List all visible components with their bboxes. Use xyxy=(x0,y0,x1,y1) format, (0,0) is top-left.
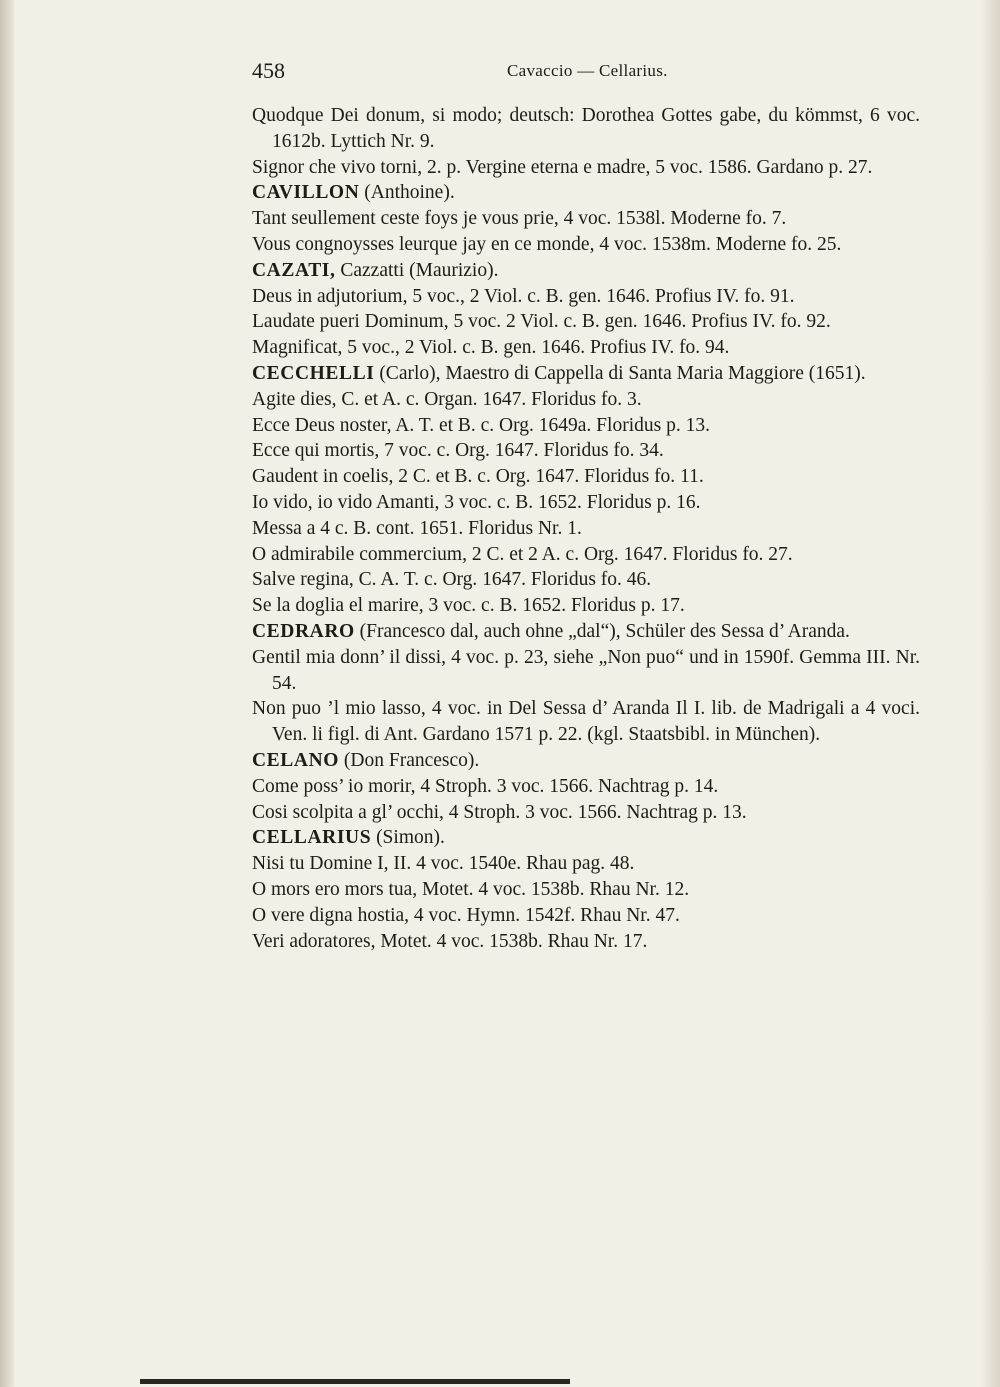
composer-details: (Don Francesco). xyxy=(339,749,480,771)
work-entry: Gentil mia donn’ il dissi, 4 voc. p. 23, siehe „Non puo“ und in 1590f. Gemma III. Nr. 54. xyxy=(252,646,920,694)
work-entry: O mors ero mors tua, Motet. 4 voc. 1538b. Rhau Nr. 12. xyxy=(252,878,690,900)
page-header xyxy=(252,58,920,88)
composer-name: CAVILLON xyxy=(252,182,360,204)
composer-heading xyxy=(252,619,920,645)
composer-heading xyxy=(252,361,920,387)
composer-name: CELANO xyxy=(252,749,340,771)
composer-heading xyxy=(252,180,920,206)
work-entry: Magnificat, 5 voc., 2 Viol. c. B. gen. 1646. Profius IV. fo. 94. xyxy=(252,337,730,359)
composer-details: (Anthoine). xyxy=(359,182,455,204)
work-entry: O admirabile commercium, 2 C. et 2 A. c. Org. 1647. Floridus fo. 27. xyxy=(252,543,793,565)
composer-name: CEDRARO xyxy=(252,620,355,642)
work-entry: Ecce qui mortis, 7 voc. c. Org. 1647. Floridus fo. 34. xyxy=(252,440,664,462)
bottom-rule xyxy=(140,1379,570,1384)
composer-details: (Carlo), Maestro di Cappella di Santa Maria Maggiore (1651). xyxy=(374,362,866,384)
composer-heading xyxy=(252,748,920,774)
page-spine-shadow xyxy=(0,0,14,1387)
work-entry: Se la doglia el marire, 3 voc. c. B. 1652. Floridus p. 17. xyxy=(252,595,685,617)
work-entry: Non puo ’l mio lasso, 4 voc. in Del Sessa d’ Aranda Il I. lib. de Madrigali a 4 voci. Ven. li figl. di Ant. Gardano 1571 p. 22. (kgl. Staatsbibl. in München). xyxy=(252,698,920,746)
work-entry: Come poss’ io morir, 4 Stroph. 3 voc. 1566. Nachtrag p. 14. xyxy=(252,775,719,797)
work-entry: Vous congnoysses leurque jay en ce monde, 4 voc. 1538m. Moderne fo. 25. xyxy=(252,233,842,255)
composer-details: Cazzatti (Maurizio). xyxy=(335,259,499,281)
running-head: Cavaccio — Cellarius. xyxy=(507,61,668,80)
work-entry: Ecce Deus noster, A. T. et B. c. Org. 1649a. Floridus p. 13. xyxy=(252,414,710,436)
work-entry: Nisi tu Domine I, II. 4 voc. 1540e. Rhau pag. 48. xyxy=(252,853,635,875)
composer-name: CAZATI, xyxy=(252,259,336,281)
work-entry: Salve regina, C. A. T. c. Org. 1647. Floridus fo. 46. xyxy=(252,569,652,591)
work-entry: Gaudent in coelis, 2 C. et B. c. Org. 1647. Floridus fo. 11. xyxy=(252,466,704,488)
work-entry: Quodque Dei donum, si modo; deutsch: Dorothea Gottes gabe, du kömmst, 6 voc. 1612b. Lyttich Nr. 9. xyxy=(252,105,920,152)
work-entry: Tant seullement ceste foys je vous prie, 4 voc. 1538l. Moderne fo. 7. xyxy=(252,208,787,230)
work-entry: Io vido, io vido Amanti, 3 voc. c. B. 1652. Floridus p. 16. xyxy=(252,491,701,513)
page-body xyxy=(252,103,920,954)
work-entry: Agite dies, C. et A. c. Organ. 1647. Floridus fo. 3. xyxy=(252,388,642,410)
composer-name: CECCHELLI xyxy=(252,362,375,384)
page-number: 458 xyxy=(252,58,285,83)
work-entry: Messa a 4 c. B. cont. 1651. Floridus Nr. 1. xyxy=(252,517,582,539)
work-entry: Laudate pueri Dominum, 5 voc. 2 Viol. c. B. gen. 1646. Profius IV. fo. 92. xyxy=(252,311,831,333)
composer-details: (Simon). xyxy=(371,827,445,849)
work-entry: Signor che vivo torni, 2. p. Vergine eterna e madre, 5 voc. 1586. Gardano p. 27. xyxy=(252,156,873,178)
page-edge-shadow xyxy=(980,0,1000,1387)
composer-name: CELLARIUS xyxy=(252,827,372,849)
composer-heading xyxy=(252,825,920,851)
work-entry: Deus in adjutorium, 5 voc., 2 Viol. c. B. gen. 1646. Profius IV. fo. 91. xyxy=(252,285,795,307)
composer-heading xyxy=(252,258,920,284)
work-entry: Veri adoratores, Motet. 4 voc. 1538b. Rhau Nr. 17. xyxy=(252,930,648,952)
work-entry: O vere digna hostia, 4 voc. Hymn. 1542f. Rhau Nr. 47. xyxy=(252,904,680,926)
work-entry: Cosi scolpita a gl’ occhi, 4 Stroph. 3 voc. 1566. Nachtrag p. 13. xyxy=(252,801,747,823)
composer-details: (Francesco dal, auch ohne „dal“), Schüler des Sessa d’ Aranda. xyxy=(354,620,850,642)
